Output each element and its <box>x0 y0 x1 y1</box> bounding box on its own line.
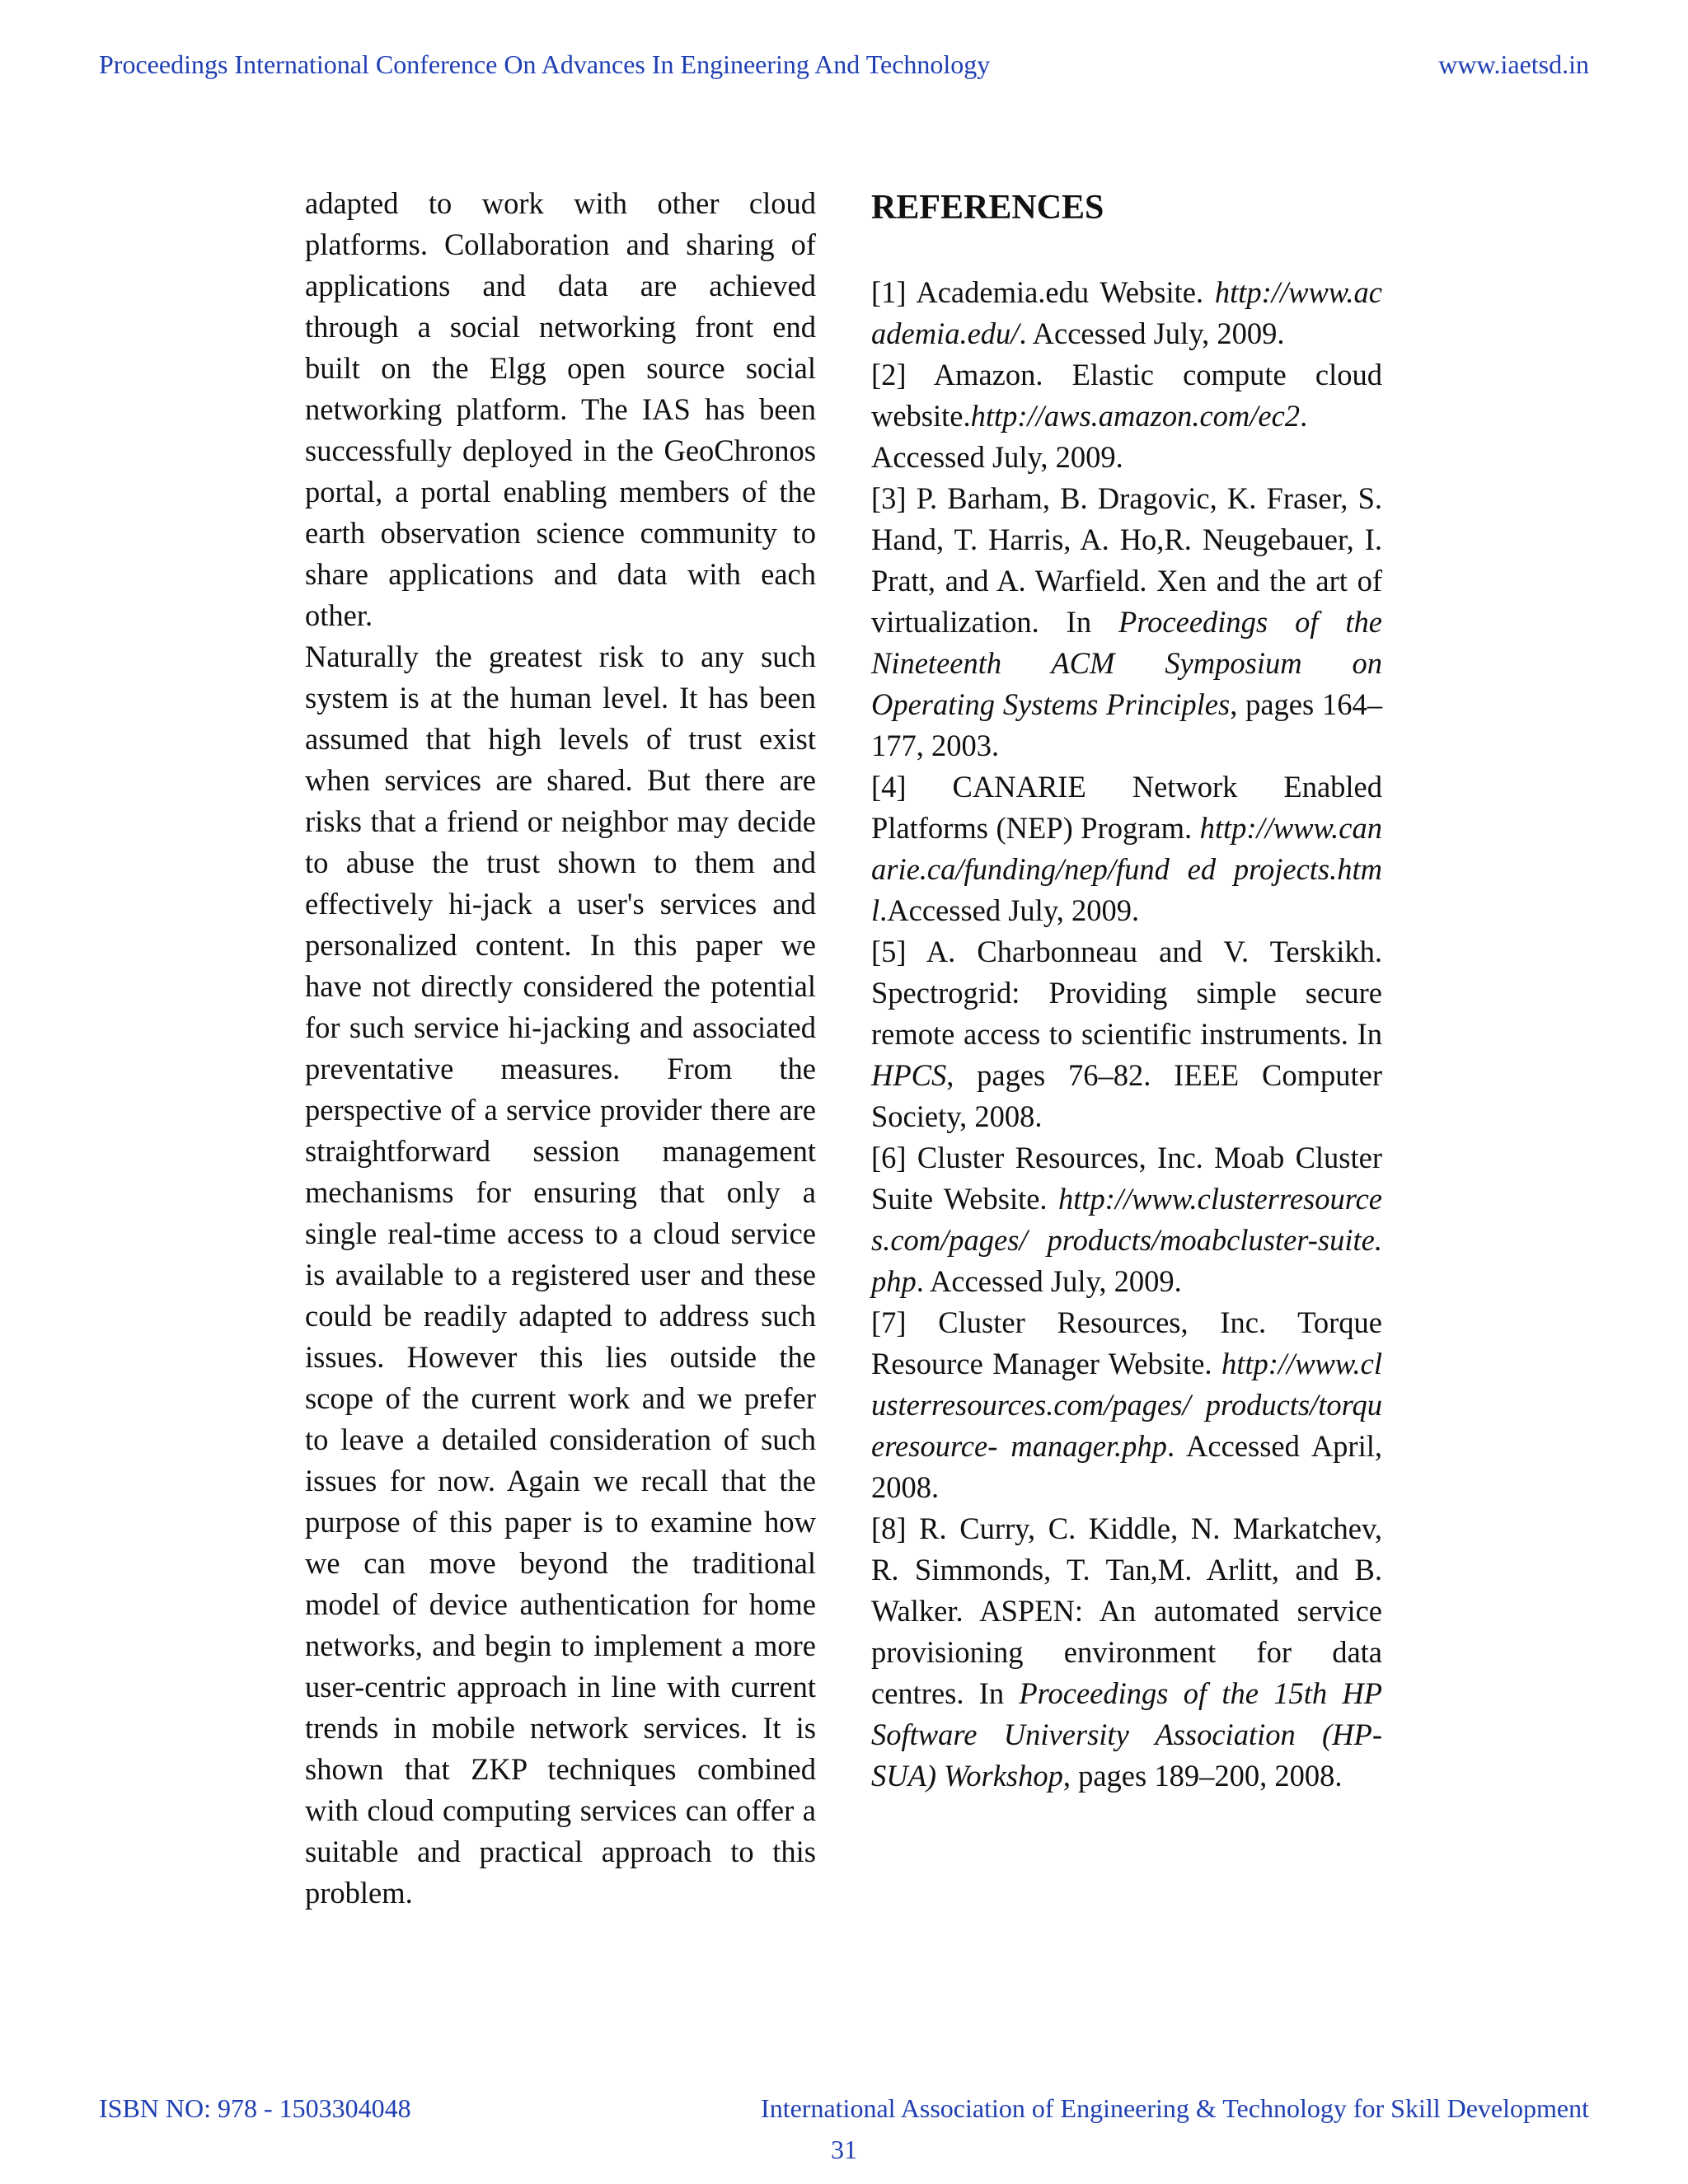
page-number: 31 <box>831 2135 857 2164</box>
reference-item <box>871 478 1382 766</box>
reference-text: [4] CANARIE Network Enabled Platforms (NEP) Program. <box>871 770 1382 845</box>
right-column <box>871 183 1382 1797</box>
reference-item <box>871 931 1382 1137</box>
reference-text: [5] A. Charbonneau and V. Terskikh. Spectrogrid: Providing simple secure remote access to scientific instruments. In <box>871 935 1382 1051</box>
reference-text: [8] R. Curry, C. Kiddle, N. Markatchev, R. Simmonds, T. Tan,M. Arlitt, and B. Walker. ASPEN: An automated service provisioning environment for data centres. In <box>871 1511 1382 1710</box>
footer-isbn: ISBN NO: 978 - 1503304048 <box>99 2093 411 2123</box>
reference-text: , pages 76–82. IEEE Computer Society, 2008. <box>871 1058 1382 1133</box>
reference-text: . Accessed July, 2009. <box>871 399 1308 474</box>
reference-url: http://www.academia.edu/ <box>871 275 1382 350</box>
reference-text: . Accessed July, 2009. <box>916 1264 1182 1298</box>
reference-item <box>871 354 1382 478</box>
left-column <box>305 183 816 1914</box>
reference-url: http://aws.amazon.com/ec2 <box>970 399 1301 433</box>
reference-text: [7] Cluster Resources, Inc. Torque Resource Manager Website. <box>871 1305 1382 1380</box>
reference-url: http://www.clusterresources.com/pages/ products/torqueresource- manager.php <box>871 1347 1382 1463</box>
reference-text: , pages 189–200, 2008. <box>1062 1759 1343 1793</box>
reference-item <box>871 1508 1382 1797</box>
body-paragraph: adapted to work with other cloud platforms. Collaboration and sharing of applications and data are achieved through a social networking front end built on the Elgg open source social networking platform. The IAS has been successfully deployed in the GeoChronos portal, a portal enabling members of the earth observation science community to share applications and data with each other. <box>305 186 816 632</box>
header-website: www.iaetsd.in <box>1438 49 1589 79</box>
body-paragraph: Naturally the greatest risk to any such system is at the human level. It has been assumed that high levels of trust exist when services are shared. But there are risks that a friend or neighbor may decide to abuse the trust shown to them and effectively hi-jack a user's services and personalized content. In this paper we have not directly considered the potential for such service hi-jacking and associated preventative measures. From the perspective of a service provider there are straightforward session management mechanisms for ensuring that only a single real-time access to a cloud service is available to a registered user and these could be readily adapted to address such issues. However this lies outside the scope of the current work and we prefer to leave a detailed consideration of such issues for now. Again we recall that the purpose of this paper is to examine how we can move beyond the traditional model of device authentication for home networks, and begin to implement a more user-centric approach in line with current trends in mobile network services. It is shown that ZKP techniques combined with cloud computing services can offer a suitable and practical approach to this problem. <box>305 640 816 1910</box>
reference-text: , pages 164–177, 2003. <box>871 687 1382 762</box>
reference-item <box>871 1137 1382 1302</box>
reference-text: .Accessed July, 2009. <box>879 893 1140 927</box>
references-heading: REFERENCES <box>871 189 1104 227</box>
reference-venue: Proceedings of the Nineteenth ACM Symposium on Operating Systems Principles <box>871 605 1382 721</box>
reference-text: . Accessed July, 2009. <box>1019 316 1285 350</box>
reference-text: [3] P. Barham, B. Dragovic, K. Fraser, S. Hand, T. Harris, A. Ho,R. Neugebauer, I. Pratt, and A. Warfield. Xen and the art of virtualization. In <box>871 481 1382 639</box>
reference-text: [6] Cluster Resources, Inc. Moab Cluster Suite Website. <box>871 1141 1382 1216</box>
reference-url: http://www.canarie.ca/funding/nep/fund ed projects.html <box>871 811 1382 927</box>
reference-url: http://www.clusterresources.com/pages/ products/moabcluster-suite.php <box>871 1182 1382 1298</box>
reference-text: [1] Academia.edu Website. <box>871 275 1215 309</box>
reference-item <box>871 766 1382 931</box>
reference-item <box>871 1302 1382 1508</box>
reference-venue: HPCS <box>871 1058 947 1092</box>
reference-text: . Accessed April, 2008. <box>871 1429 1382 1504</box>
header-proceedings-title: Proceedings International Conference On Advances In Engineering And Technology <box>99 49 991 79</box>
reference-text: [2] Amazon. Elastic compute cloud website. <box>871 358 1382 433</box>
reference-venue: Proceedings of the 15th HP Software University Association (HP-SUA) Workshop <box>871 1676 1383 1793</box>
footer-association: International Association of Engineering & Technology for Skill Development <box>761 2093 1589 2123</box>
reference-item <box>871 272 1382 354</box>
